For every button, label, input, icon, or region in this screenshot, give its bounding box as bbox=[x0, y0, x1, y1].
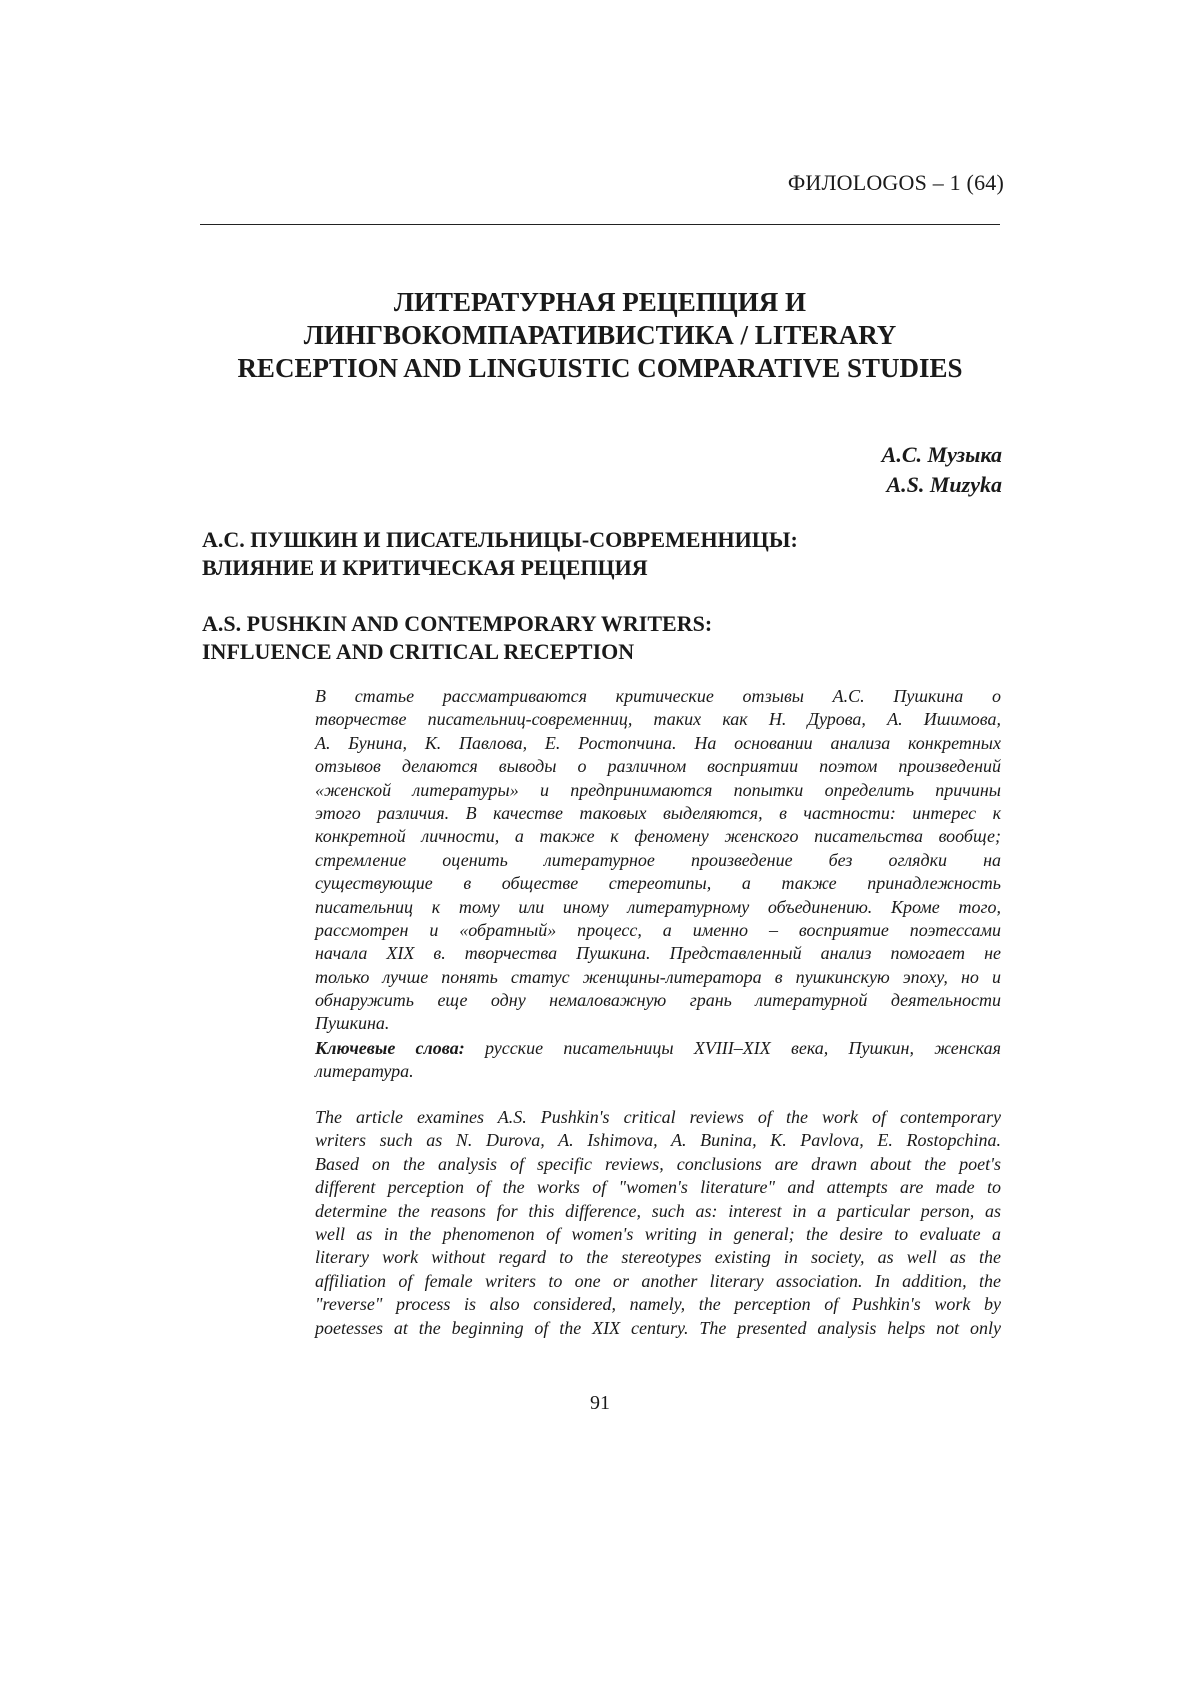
author-block bbox=[882, 440, 1002, 500]
abstract-en-line: The article examines A.S. Pushkin's critical reviews of the work of contemporary bbox=[315, 1106, 1001, 1129]
abstract-ru-line: рассмотрен и «обратный» процесс, а именно – восприятие поэтессами bbox=[315, 919, 1001, 942]
header-rule bbox=[200, 224, 1000, 225]
abstract-en-line: Based on the analysis of specific reviews, conclusions are drawn about the poet's bbox=[315, 1153, 1001, 1176]
article-title-en-line: INFLUENCE AND CRITICAL RECEPTION bbox=[202, 638, 712, 666]
article-title-ru bbox=[202, 526, 798, 582]
article-title-en-line: A.S. PUSHKIN AND CONTEMPORARY WRITERS: bbox=[202, 610, 712, 638]
abstract-en-line: "reverse" process is also considered, namely, the perception of Pushkin's work by bbox=[315, 1293, 1001, 1316]
abstract-ru-line: «женской литературы» и предпринимаются попытки определить причины bbox=[315, 779, 1001, 802]
author-name-en: A.S. Muzyka bbox=[882, 470, 1002, 500]
section-title bbox=[200, 286, 1000, 385]
abstract-ru-line: А. Бунина, К. Павлова, Е. Ростопчина. На основании анализа конкретных bbox=[315, 732, 1001, 755]
abstract-ru-line: стремление оценить литературное произведение без оглядки на bbox=[315, 849, 1001, 872]
abstract-en-line: poetesses at the beginning of the XIX century. The presented analysis helps not only bbox=[315, 1317, 1001, 1340]
section-title-line: RECEPTION AND LINGUISTIC COMPARATIVE STUDIES bbox=[200, 352, 1000, 385]
abstract-en-line: determine the reasons for this difference, such as: interest in a particular person, as bbox=[315, 1200, 1001, 1223]
abstract-ru-line: отзывов делаются выводы о различном восприятии поэтом произведений bbox=[315, 755, 1001, 778]
abstract-en-line: writers such as N. Durova, A. Ishimova, A. Bunina, K. Pavlova, E. Rostopchina. bbox=[315, 1129, 1001, 1152]
abstract-en-line: different perception of the works of "women's literature" and attempts are made to bbox=[315, 1176, 1001, 1199]
page-number: 91 bbox=[0, 1392, 1200, 1415]
section-title-line: ЛИТЕРАТУРНАЯ РЕЦЕПЦИЯ И bbox=[200, 286, 1000, 319]
keywords-label: Ключевые слова: bbox=[315, 1038, 465, 1058]
abstract-ru bbox=[315, 685, 1001, 1036]
abstract-ru-line: В статье рассматриваются критические отзывы А.С. Пушкина о bbox=[315, 685, 1001, 708]
section-title-line: ЛИНГВОКОМПАРАТИВИСТИКА / LITERARY bbox=[200, 319, 1000, 352]
abstract-ru-line: творчестве писательниц-современниц, таких как Н. Дурова, А. Ишимова, bbox=[315, 708, 1001, 731]
article-title-ru-line: А.С. ПУШКИН И ПИСАТЕЛЬНИЦЫ-СОВРЕМЕННИЦЫ: bbox=[202, 526, 798, 554]
abstract-ru-line: Пушкина. bbox=[315, 1012, 1001, 1035]
keywords-line bbox=[315, 1037, 1001, 1060]
abstract-en bbox=[315, 1106, 1001, 1340]
abstract-ru-line: конкретной личности, а также к феномену женского писательства вообще; bbox=[315, 825, 1001, 848]
abstract-ru-line: только лучше понять статус женщины-литератора в пушкинскую эпоху, но и bbox=[315, 966, 1001, 989]
abstract-en-line: literary work without regard to the stereotypes existing in society, as well as the bbox=[315, 1246, 1001, 1269]
abstract-en-line: well as in the phenomenon of women's writing in general; the desire to evaluate a bbox=[315, 1223, 1001, 1246]
keywords-text: русские писательницы XVIII–XIX века, Пушкин, женская bbox=[465, 1038, 1001, 1058]
article-title-ru-line: ВЛИЯНИЕ И КРИТИЧЕСКАЯ РЕЦЕПЦИЯ bbox=[202, 554, 798, 582]
keywords-ru bbox=[315, 1037, 1001, 1084]
abstract-ru-line: начала XIX в. творчества Пушкина. Представленный анализ помогает не bbox=[315, 942, 1001, 965]
abstract-en-line: affiliation of female writers to one or another literary association. In addition, the bbox=[315, 1270, 1001, 1293]
running-head-journal: ФИЛОLOGOS – 1 (64) bbox=[788, 170, 1004, 196]
keywords-line: литература. bbox=[315, 1060, 1001, 1083]
abstract-ru-line: этого различия. В качестве таковых выделяются, в частности: интерес к bbox=[315, 802, 1001, 825]
abstract-ru-line: существующие в обществе стереотипы, а также принадлежность bbox=[315, 872, 1001, 895]
article-title-en bbox=[202, 610, 712, 666]
abstract-ru-line: писательниц к тому или иному литературному объединению. Кроме того, bbox=[315, 896, 1001, 919]
abstract-ru-line: обнаружить еще одну немаловажную грань литературной деятельности bbox=[315, 989, 1001, 1012]
author-name-ru: А.С. Музыка bbox=[882, 440, 1002, 470]
